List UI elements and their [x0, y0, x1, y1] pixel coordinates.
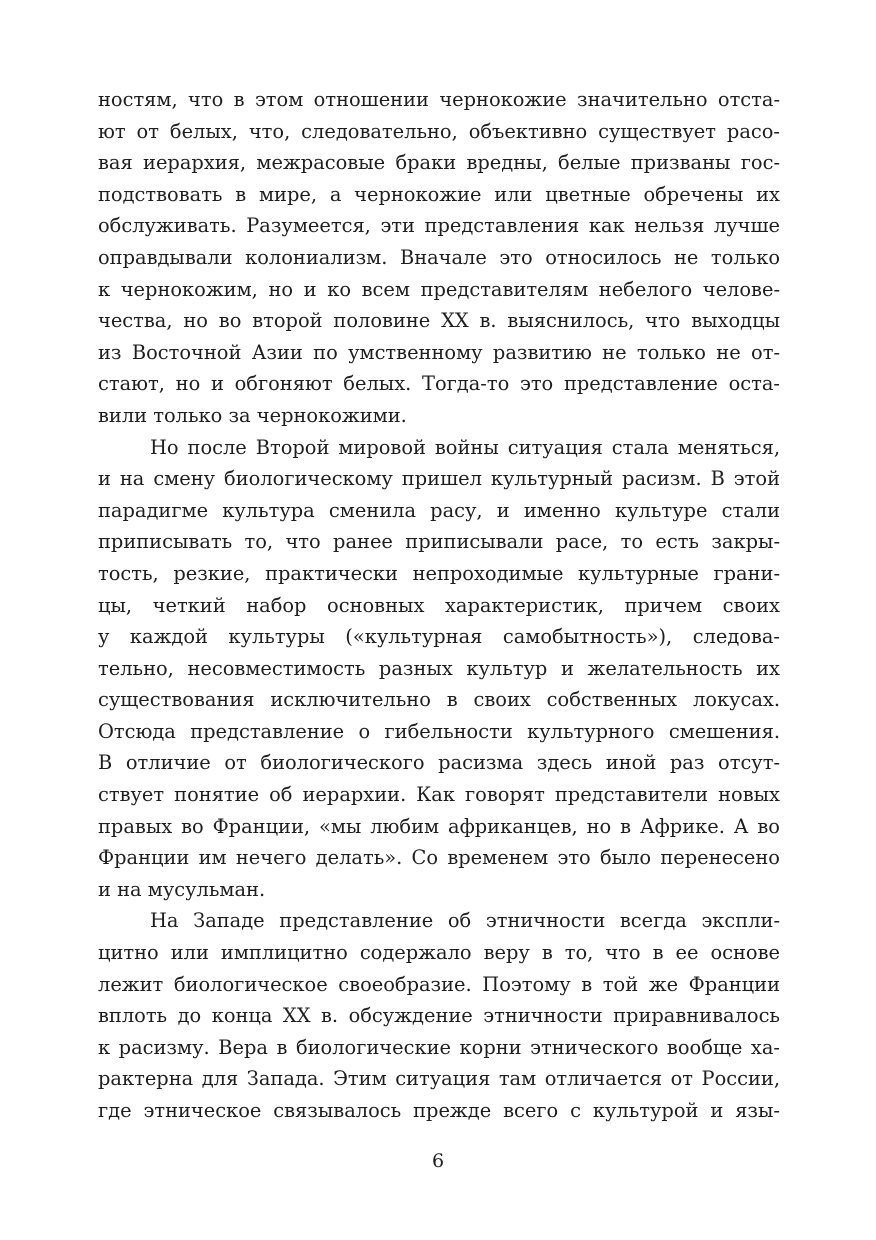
text-line: Отсюда представление о гибельности культурного смешения. — [98, 719, 780, 743]
text-line: чества, но во второй половине XX в. выяснилось, что выходцы — [98, 309, 780, 333]
text-line: парадигме культура сменила расу, и именно культуре стали — [98, 498, 780, 522]
text-line: В отличие от биологического расизма здесь иной раз отсут- — [98, 751, 780, 775]
text-line: вили только за чернокожими. — [98, 403, 407, 427]
text-line: обслуживать. Разумеется, эти представления как нельзя лучше — [98, 214, 780, 238]
text-line: у каждой культуры («культурная самобытность»), следова- — [98, 625, 780, 649]
text-line: Но после Второй мировой войны ситуация стала меняться, — [150, 435, 780, 459]
text-line: ностям, что в этом отношении чернокожие значительно отста- — [98, 88, 780, 111]
text-line: тость, резкие, практически непроходимые культурные грани- — [98, 561, 780, 585]
text-line: тельно, несовместимость разных культур и желательность их — [98, 656, 780, 680]
text-line: рактерна для Запада. Этим ситуация там отличается от России, — [98, 1067, 780, 1091]
text-line: вплоть до конца XX в. обсуждение этничности приравнивалось — [98, 1004, 780, 1028]
text-line: ствует понятие об иерархии. Как говорят представители новых — [98, 783, 780, 807]
text-line: и на смену биологическому пришел культурный расизм. В этой — [98, 467, 780, 491]
page-number: 6 — [431, 1150, 445, 1172]
text-line: и на мусульман. — [98, 877, 266, 901]
text-line: оправдывали колониализм. Вначале это относилось не только — [98, 245, 780, 269]
text-line: подствовать в мире, а чернокожие или цветные обречены их — [98, 182, 780, 206]
text-line: ют от белых, что, следовательно, объективно существует расо- — [98, 119, 780, 143]
text-line: На Западе представление об этничности всегда экспли- — [150, 909, 780, 933]
text-line: цитно или имплицитно содержало веру в то, что в ее основе — [98, 941, 780, 965]
text-line: стают, но и обгоняют белых. Тогда-то это представление оста- — [98, 372, 780, 396]
paragraph — [98, 432, 780, 906]
text-line: к чернокожим, но и ко всем представителям небелого челове- — [98, 277, 780, 301]
text-line: вая иерархия, межрасовые браки вредны, белые призваны гос- — [98, 151, 780, 175]
body-text — [98, 84, 780, 1127]
text-line: к расизму. Вера в биологические корни этнического вообще ха- — [98, 1035, 780, 1059]
text-line: лежит биологическое своеобразие. Поэтому в той же Франции — [98, 972, 780, 996]
paragraph — [98, 84, 780, 432]
paragraph — [98, 905, 780, 1126]
text-line: Франции им нечего делать». Со временем это было перенесено — [98, 846, 780, 870]
text-line: существования исключительно в своих собственных локусах. — [98, 688, 780, 712]
text-line: цы, четкий набор основных характеристик, причем своих — [98, 593, 780, 617]
text-line: из Восточной Азии по умственному развитию не только не от- — [98, 340, 780, 364]
text-line: где этническое связывалось прежде всего с культурой и язы- — [98, 1099, 780, 1122]
text-line: правых во Франции, «мы любим африканцев, но в Африке. А во — [98, 814, 780, 838]
text-line: приписывать то, что ранее приписывали расе, то есть закры- — [98, 530, 780, 554]
